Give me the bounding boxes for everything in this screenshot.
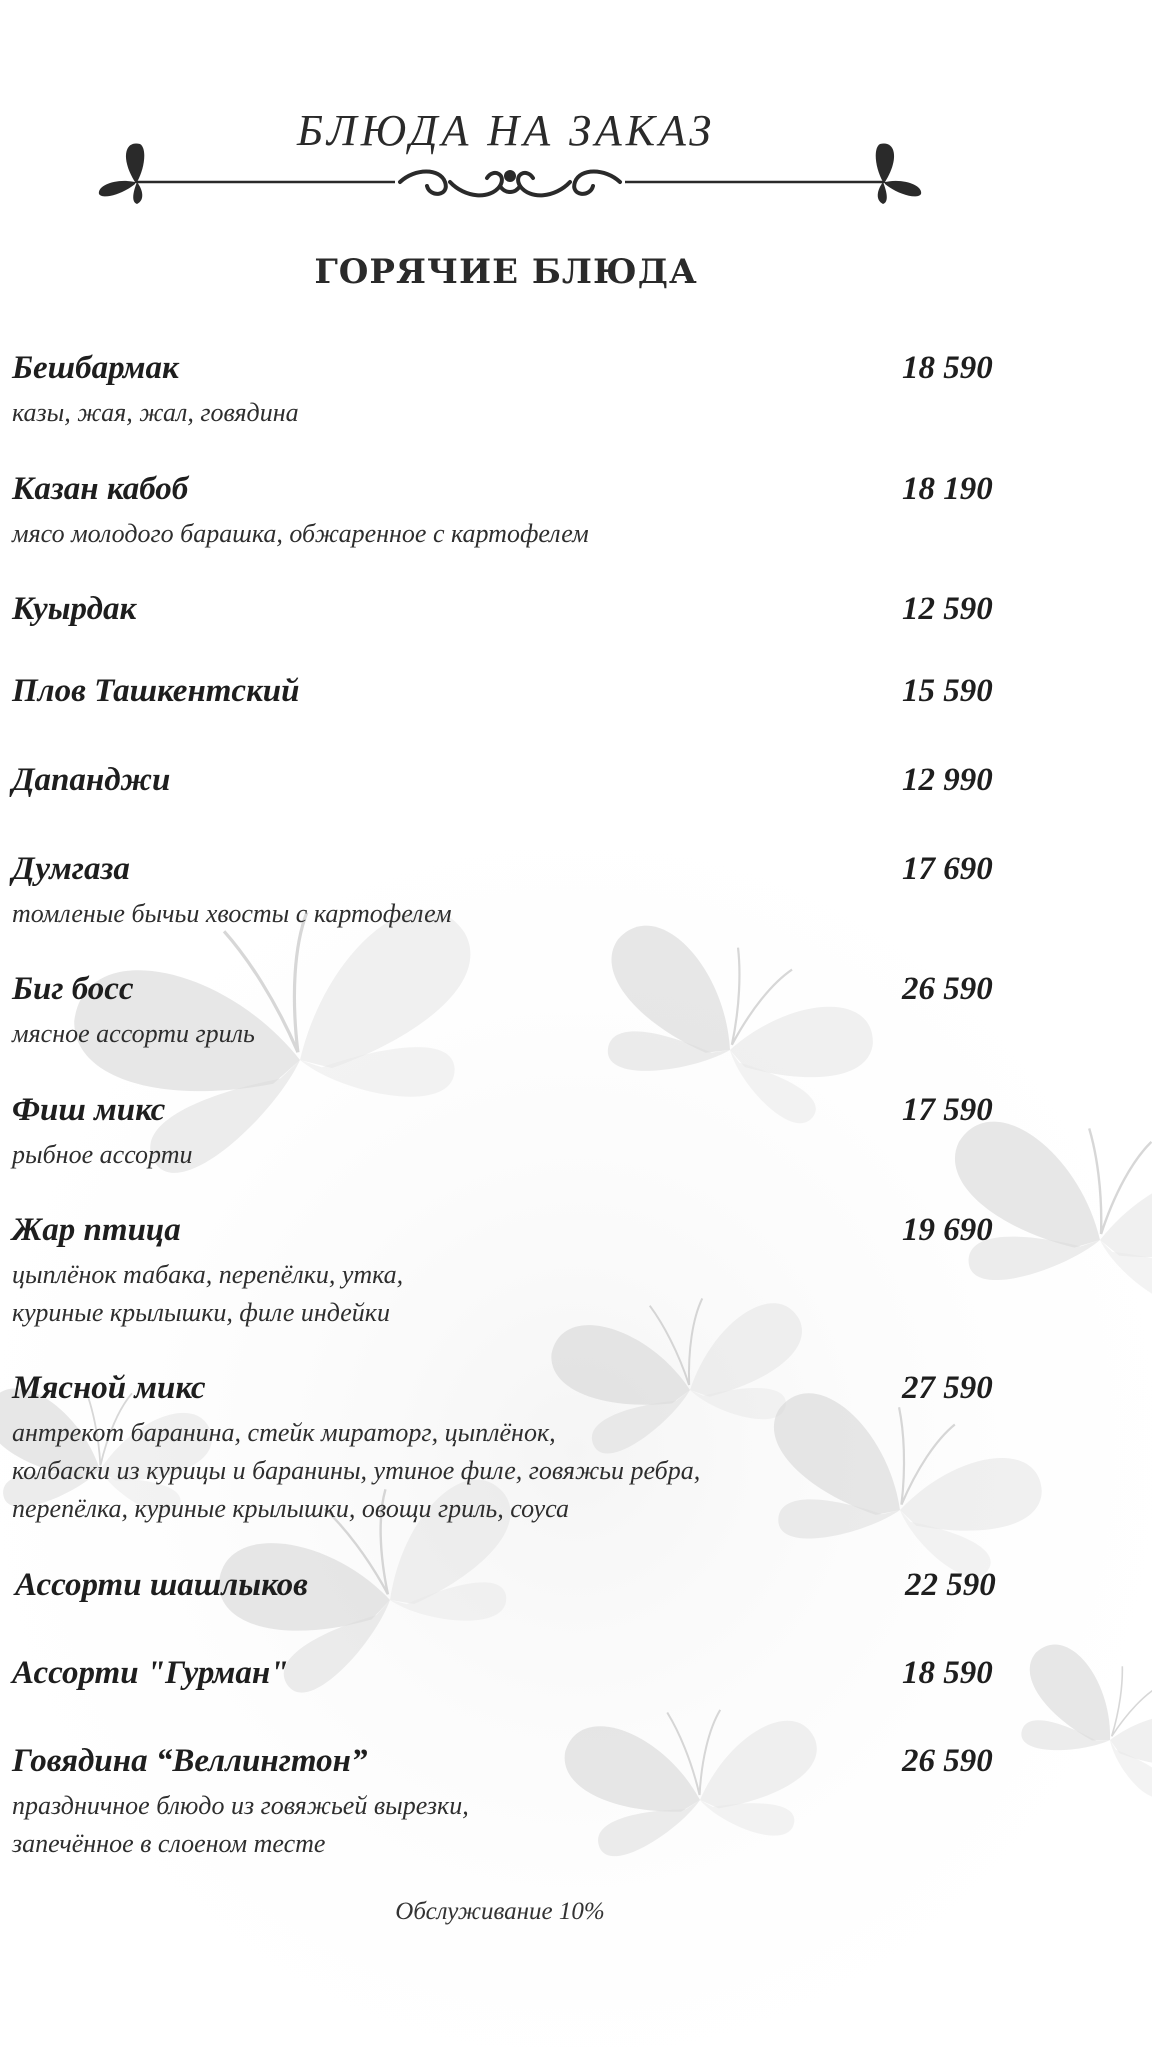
item-price: 12 990 [902, 762, 993, 798]
item-description-line: куриные крылышки, филе индейки [12, 1298, 390, 1327]
item-price: 19 690 [902, 1212, 993, 1248]
item-price: 26 590 [902, 1743, 993, 1779]
item-name: Бешбармак [12, 350, 179, 386]
item-price: 18 590 [902, 1655, 993, 1691]
item-description-line: запечённое в слоеном тесте [12, 1829, 326, 1858]
item-description-line: мясное ассорти гриль [12, 1019, 255, 1048]
item-description-line: цыплёнок табака, перепёлки, утка, [12, 1260, 404, 1289]
item-price: 26 590 [902, 971, 993, 1007]
right-butterfly-icon [876, 143, 921, 204]
item-description-line: рыбное ассорти [12, 1140, 193, 1169]
item-description [12, 1136, 1002, 1174]
item-price: 15 590 [902, 673, 993, 709]
item-price: 18 590 [902, 350, 993, 386]
item-description-line: антрекот баранина, стейк мираторг, цыплёнок, [12, 1418, 556, 1447]
item-description [12, 515, 1002, 553]
page-title: БЛЮДА НА ЗАКАЗ [296, 106, 716, 155]
item-name: Ассорти шашлыков [15, 1567, 308, 1603]
item-name: Фиш микс [12, 1092, 166, 1128]
menu-item [12, 350, 1002, 432]
menu-item [12, 673, 1002, 717]
menu-item [12, 1567, 1002, 1611]
scroll-flourish-icon [400, 172, 620, 196]
item-description-line: праздничное блюдо из говяжьей вырезки, [12, 1791, 469, 1820]
item-name: Жар птица [12, 1212, 181, 1248]
item-description [12, 1414, 1002, 1528]
item-description-line: казы, жая, жал, говядина [12, 398, 299, 427]
item-price: 27 590 [902, 1370, 993, 1406]
item-price: 17 590 [902, 1092, 993, 1128]
menu-item [12, 1655, 1002, 1699]
menu-item [12, 471, 1002, 553]
item-description-line: перепёлка, куриные крылышки, овощи гриль, соуса [12, 1494, 570, 1523]
item-price: 12 590 [902, 591, 993, 627]
item-description-line: колбаски из курицы и баранины, утиное филе, говяжьи ребра, [12, 1456, 701, 1485]
item-description [12, 1015, 1002, 1053]
item-description-line: мясо молодого барашка, обжаренное с картофелем [12, 519, 589, 548]
item-name: Дапанджи [12, 762, 171, 798]
item-name: Казан кабоб [12, 471, 189, 507]
left-butterfly-icon [99, 143, 144, 204]
menu-item [12, 971, 1002, 1053]
item-name: Думгаза [12, 851, 130, 887]
menu-item [12, 1092, 1002, 1174]
menu-item [12, 1212, 1002, 1332]
item-price: 17 690 [902, 851, 993, 887]
item-name: Мясной микс [12, 1370, 206, 1406]
item-description [12, 895, 1002, 933]
menu-item [12, 1370, 1002, 1528]
item-price: 22 590 [905, 1567, 996, 1603]
item-name: Ассорти "Гурман" [12, 1655, 289, 1691]
item-description-line: томленые бычьи хвосты с картофелем [12, 899, 452, 928]
item-description [12, 1256, 1002, 1332]
menu-item [12, 591, 1002, 635]
butterfly-divider-ornament [95, 138, 925, 210]
menu-item [12, 762, 1002, 806]
service-charge-note: Обслуживание 10% [395, 1898, 605, 1925]
item-description [12, 394, 1002, 432]
menu-item [12, 1743, 1002, 1863]
item-name: Биг босс [12, 971, 134, 1007]
item-name: Куырдак [12, 591, 137, 627]
section-title: ГОРЯЧИЕ БЛЮДА [314, 252, 698, 292]
item-price: 18 190 [902, 471, 993, 507]
item-name: Плов Ташкентский [12, 673, 300, 709]
menu-item [12, 851, 1002, 933]
item-description [12, 1787, 1002, 1863]
item-name: Говядина “Веллингтон” [12, 1743, 368, 1779]
